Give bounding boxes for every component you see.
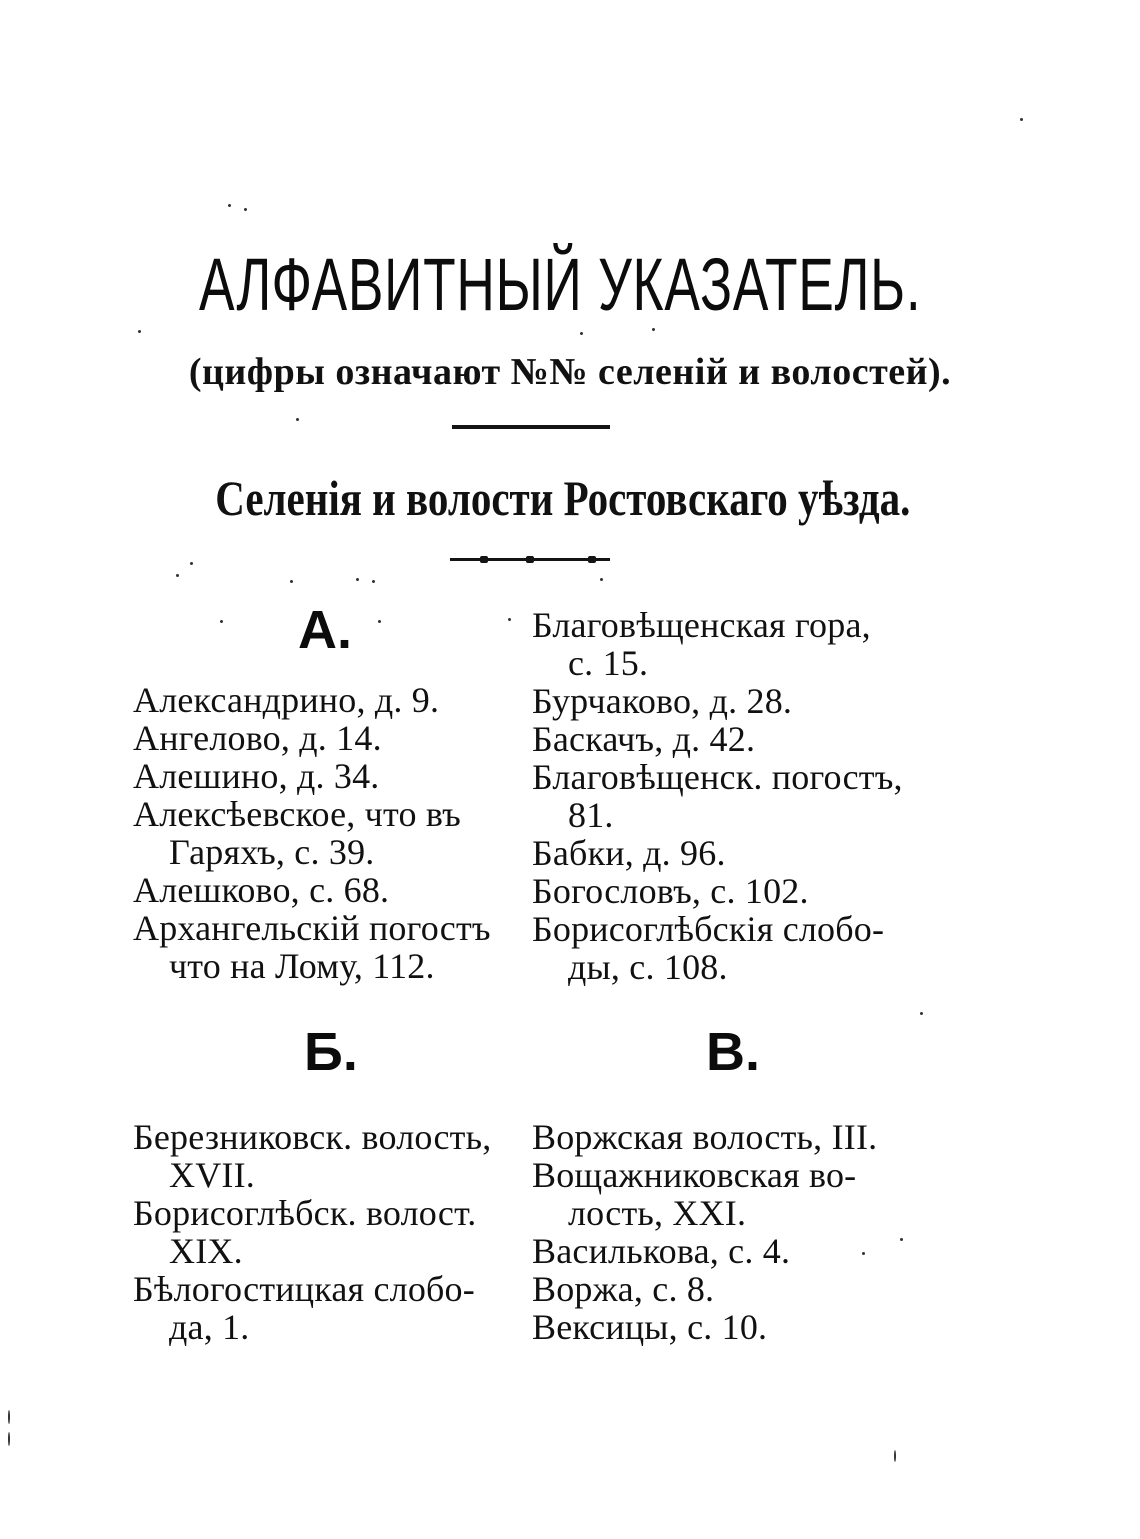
entry-continuation: ды, с. 108. xyxy=(568,947,728,987)
ornamental-divider xyxy=(450,556,610,562)
entry-line: Александрино, д. 9. xyxy=(133,680,440,720)
index-entry xyxy=(532,758,903,834)
letter-heading-a: А. xyxy=(298,600,352,660)
index-entry xyxy=(532,1308,877,1346)
entry-line: Бурчаково, д. 28. xyxy=(532,681,793,721)
index-entry xyxy=(133,1194,491,1270)
index-entry xyxy=(532,606,903,682)
entry-line: Воржа, с. 8. xyxy=(532,1269,715,1309)
ornament-dot xyxy=(526,556,534,563)
column-a-right xyxy=(532,606,903,986)
page-title: АЛФАВИТНЫЙ УКАЗАТЕЛЬ. xyxy=(199,243,922,326)
index-entry xyxy=(133,757,491,795)
index-entry xyxy=(133,909,491,985)
entry-line: Бѣлогостицкая слобо- xyxy=(133,1269,475,1309)
index-entry xyxy=(133,871,491,909)
entry-line: Василькова, с. 4. xyxy=(532,1231,791,1271)
entry-line: Вощажниковская во- xyxy=(532,1155,857,1195)
entry-continuation: с. 15. xyxy=(568,643,649,683)
index-entry xyxy=(532,1156,877,1232)
index-entry xyxy=(532,910,903,986)
index-entry xyxy=(133,795,491,871)
ornament-dot xyxy=(480,556,488,563)
ornament-dot xyxy=(588,556,596,563)
entry-line: Алешково, с. 68. xyxy=(133,870,390,910)
entry-continuation: лость, XXI. xyxy=(568,1193,747,1233)
column-v xyxy=(532,1118,877,1346)
entry-line: Борисоглѣбскія слобо- xyxy=(532,909,885,949)
entry-line: Алексѣевское, что въ xyxy=(133,794,461,834)
entry-continuation: что на Лому, 112. xyxy=(169,946,435,986)
entry-line: Архангельскій погостъ xyxy=(133,908,491,948)
index-entry xyxy=(532,1118,877,1156)
entry-line: Алешино, д. 34. xyxy=(133,756,380,796)
index-entry xyxy=(133,1270,491,1346)
entry-continuation: Гаряхъ, с. 39. xyxy=(169,832,375,872)
index-entry xyxy=(532,682,903,720)
section-heading: Селенія и волости Ростовскаго уѣзда. xyxy=(215,470,911,526)
entry-continuation: да, 1. xyxy=(169,1307,250,1347)
index-entry xyxy=(532,872,903,910)
index-entry xyxy=(532,1232,877,1270)
index-entry xyxy=(133,1118,491,1194)
entry-line: Березниковск. волость, xyxy=(133,1117,492,1157)
column-a-left xyxy=(133,681,491,985)
entry-line: Баскачъ, д. 42. xyxy=(532,719,756,759)
entry-continuation: XVII. xyxy=(169,1155,255,1195)
entry-line: Ангелово, д. 14. xyxy=(133,718,382,758)
entry-line: Воржская волость, III. xyxy=(532,1117,878,1157)
index-entry xyxy=(133,681,491,719)
entry-line: Вексицы, с. 10. xyxy=(532,1307,768,1347)
index-entry xyxy=(532,1270,877,1308)
column-b xyxy=(133,1118,491,1346)
entry-line: Благовѣщенская гора, xyxy=(532,605,871,645)
letter-heading-v: В. xyxy=(706,1022,760,1082)
index-entry xyxy=(133,719,491,757)
entry-line: Бабки, д. 96. xyxy=(532,833,726,873)
entry-continuation: XIX. xyxy=(169,1231,243,1271)
letter-heading-b: Б. xyxy=(304,1022,358,1082)
index-entry xyxy=(532,834,903,872)
entry-line: Благовѣщенск. погостъ, xyxy=(532,757,903,797)
entry-line: Борисоглѣбск. волост. xyxy=(133,1193,477,1233)
index-entry xyxy=(532,720,903,758)
entry-continuation: 81. xyxy=(568,795,614,835)
page-subtitle: (цифры означают №№ селеній и волостей). xyxy=(188,351,952,393)
entry-line: Богословъ, с. 102. xyxy=(532,871,809,911)
title-divider xyxy=(452,425,610,429)
